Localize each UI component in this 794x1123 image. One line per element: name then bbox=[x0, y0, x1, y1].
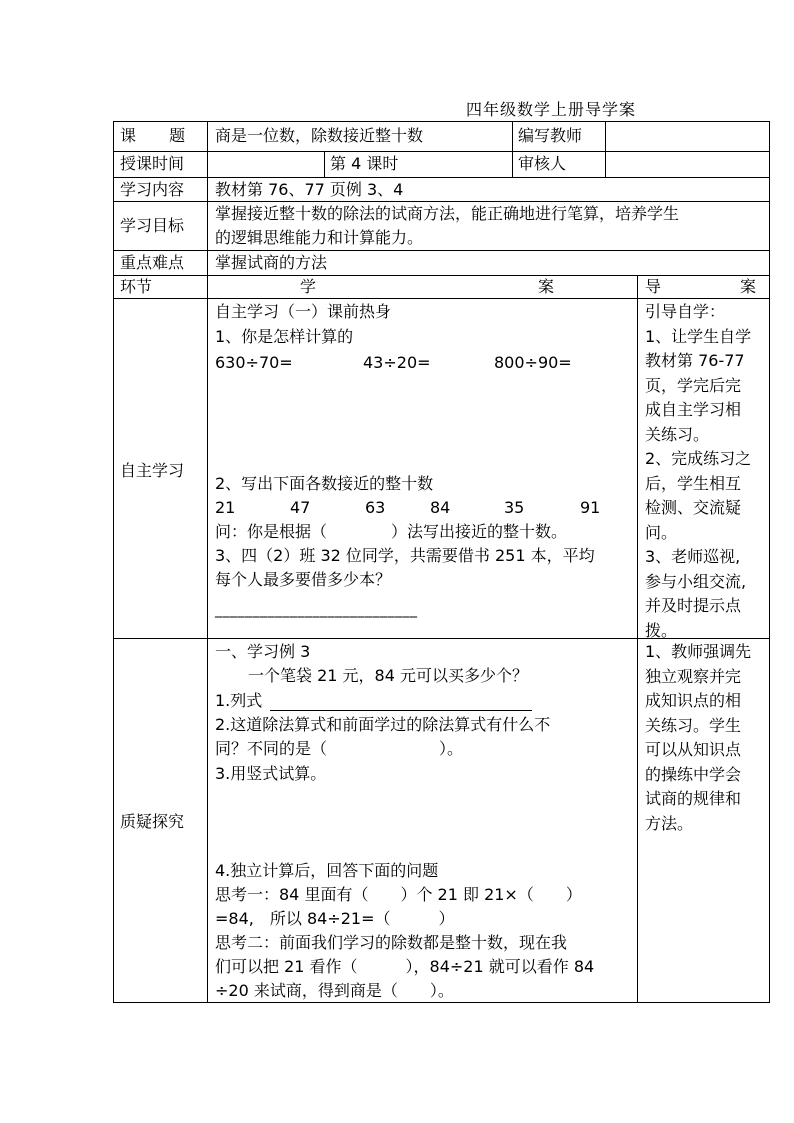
col-learn-header-b: 案 bbox=[538, 277, 555, 296]
example-problem: 一个笔袋 21 元，84 元可以买多少个？ bbox=[248, 666, 528, 685]
guide-line: 页，学完后完 bbox=[645, 375, 742, 395]
step-3: 3.用竖式试算。 bbox=[215, 764, 327, 783]
guide-line: 的操练中学会 bbox=[645, 764, 742, 784]
number-item: 21 bbox=[215, 498, 236, 517]
vline bbox=[637, 275, 638, 1003]
guide-line: 3、老师巡视, bbox=[645, 547, 741, 566]
content-label: 学习内容 bbox=[120, 180, 185, 199]
step-4: 4.独立计算后，回答下面的问题 bbox=[215, 861, 439, 880]
guide-line: 试商的规律和 bbox=[645, 789, 742, 808]
guide-line: 问。 bbox=[645, 522, 678, 542]
col-guide-header-a: 导 bbox=[645, 277, 662, 296]
vline bbox=[512, 121, 513, 177]
calc-3: 800÷90= bbox=[494, 353, 572, 372]
question-3-line-2: 每个人最多要借多少本？ bbox=[215, 570, 392, 589]
self-study-title: 自主学习（一）课前热身 bbox=[215, 302, 392, 321]
self-study-guide bbox=[645, 300, 751, 643]
hline bbox=[113, 275, 770, 276]
guide-line: 成知识点的相 bbox=[645, 691, 742, 710]
author-label: 编写教师 bbox=[518, 126, 583, 145]
number-item: 91 bbox=[580, 498, 601, 517]
guide-line: 并及时提示点 bbox=[645, 596, 742, 615]
vline bbox=[324, 151, 325, 177]
guide-line: 检测、交流疑 bbox=[645, 498, 742, 517]
think-1-line-2: =84, 所以 84÷21=（ ） bbox=[215, 909, 455, 928]
goal-line-2: 的逻辑思维能力和计算能力。 bbox=[215, 228, 424, 247]
topic-label bbox=[120, 124, 200, 148]
question-3-line-1: 3、四（2）班 32 位同学，共需要借书 251 本，平均 bbox=[215, 546, 595, 565]
ask-line: 问：你是根据（ ）法写出接近的整十数。 bbox=[215, 522, 568, 541]
hline bbox=[113, 250, 770, 251]
guide-line: 2、完成练习之 bbox=[645, 449, 752, 468]
number-item: 35 bbox=[504, 498, 525, 517]
hline bbox=[113, 177, 770, 178]
number-item: 63 bbox=[365, 498, 386, 517]
vline bbox=[207, 121, 208, 1003]
stage-inquiry: 质疑探究 bbox=[120, 812, 185, 831]
think-2-line-1: 思考二：前面我们学习的除数都是整十数，现在我 bbox=[215, 933, 568, 952]
col-guide-header-b: 案 bbox=[740, 277, 757, 296]
think-1-line-1: 思考一：84 里面有（ ）个 21 即 21×（ ） bbox=[215, 885, 582, 904]
vline bbox=[605, 121, 606, 177]
answer-underline bbox=[270, 710, 532, 711]
step-2-line-1: 2.这道除法算式和前面学过的除法算式有什么不 bbox=[215, 715, 551, 734]
think-2-line-2: 们可以把 21 看作（ ），84÷21 就可以看作 84 bbox=[215, 957, 595, 976]
guide-line: 1、让学生自学 bbox=[645, 326, 752, 346]
topic-label-text: 课 题 bbox=[120, 126, 200, 145]
calc-2: 43÷20= bbox=[363, 353, 431, 372]
inquiry-guide bbox=[645, 640, 751, 836]
guide-line: 成自主学习相 bbox=[645, 400, 742, 419]
guide-line: 教材第 76-77 bbox=[645, 351, 745, 370]
guide-line: 拨。 bbox=[645, 620, 678, 640]
hline bbox=[113, 151, 770, 152]
stage-self-study: 自主学习 bbox=[120, 461, 185, 480]
key-value: 掌握试商的方法 bbox=[215, 253, 328, 272]
guide-line: 方法。 bbox=[645, 813, 694, 833]
question-1: 1、你是怎样计算的 bbox=[215, 327, 354, 346]
vline bbox=[113, 121, 114, 1003]
guide-line: 独立观察并完 bbox=[645, 666, 742, 686]
guide-line: 参与小组交流, bbox=[645, 571, 747, 591]
guide-line: 可以从知识点 bbox=[645, 740, 742, 759]
hline bbox=[113, 298, 770, 299]
col-learn-header-a: 学 bbox=[300, 277, 317, 296]
key-label: 重点难点 bbox=[120, 253, 185, 272]
think-2-line-3: ÷20 来试商，得到商是（ ）。 bbox=[215, 981, 454, 1000]
lesson-number: 第 4 课时 bbox=[330, 154, 399, 173]
topic-value: 商是一位数，除数接近整十数 bbox=[215, 126, 424, 145]
number-item: 47 bbox=[290, 498, 311, 517]
step-2-line-2: 同？不同的是（ ）。 bbox=[215, 739, 464, 758]
hline bbox=[113, 121, 770, 122]
question-2: 2、写出下面各数接近的整十数 bbox=[215, 474, 434, 493]
answer-line: ___________________________ bbox=[215, 602, 418, 618]
step-1: 1.列式 bbox=[215, 691, 263, 710]
calc-1: 630÷70= bbox=[215, 353, 293, 372]
guide-line: 关练习。学生 bbox=[645, 715, 742, 735]
guide-line: 1、教师强调先 bbox=[645, 642, 752, 661]
guide-line: 关练习。 bbox=[645, 424, 710, 444]
time-label: 授课时间 bbox=[120, 154, 185, 173]
goal-label: 学习目标 bbox=[120, 216, 185, 235]
reviewer-label: 审核人 bbox=[518, 154, 567, 173]
doc-title: 四年级数学上册导学案 bbox=[466, 100, 637, 119]
inquiry-title: 一、学习例 3 bbox=[215, 642, 311, 661]
number-item: 84 bbox=[430, 498, 451, 517]
col-stage-header: 环节 bbox=[120, 277, 153, 296]
guide-line: 后，学生相互 bbox=[645, 473, 742, 493]
goal-line-1: 掌握接近整十数的除法的试商方法，能正确地进行笔算，培养学生 bbox=[215, 204, 680, 223]
vline bbox=[769, 121, 770, 1003]
guide-line: 引导自学： bbox=[645, 302, 726, 321]
content-value: 教材第 76、77 页例 3、4 bbox=[215, 180, 404, 199]
